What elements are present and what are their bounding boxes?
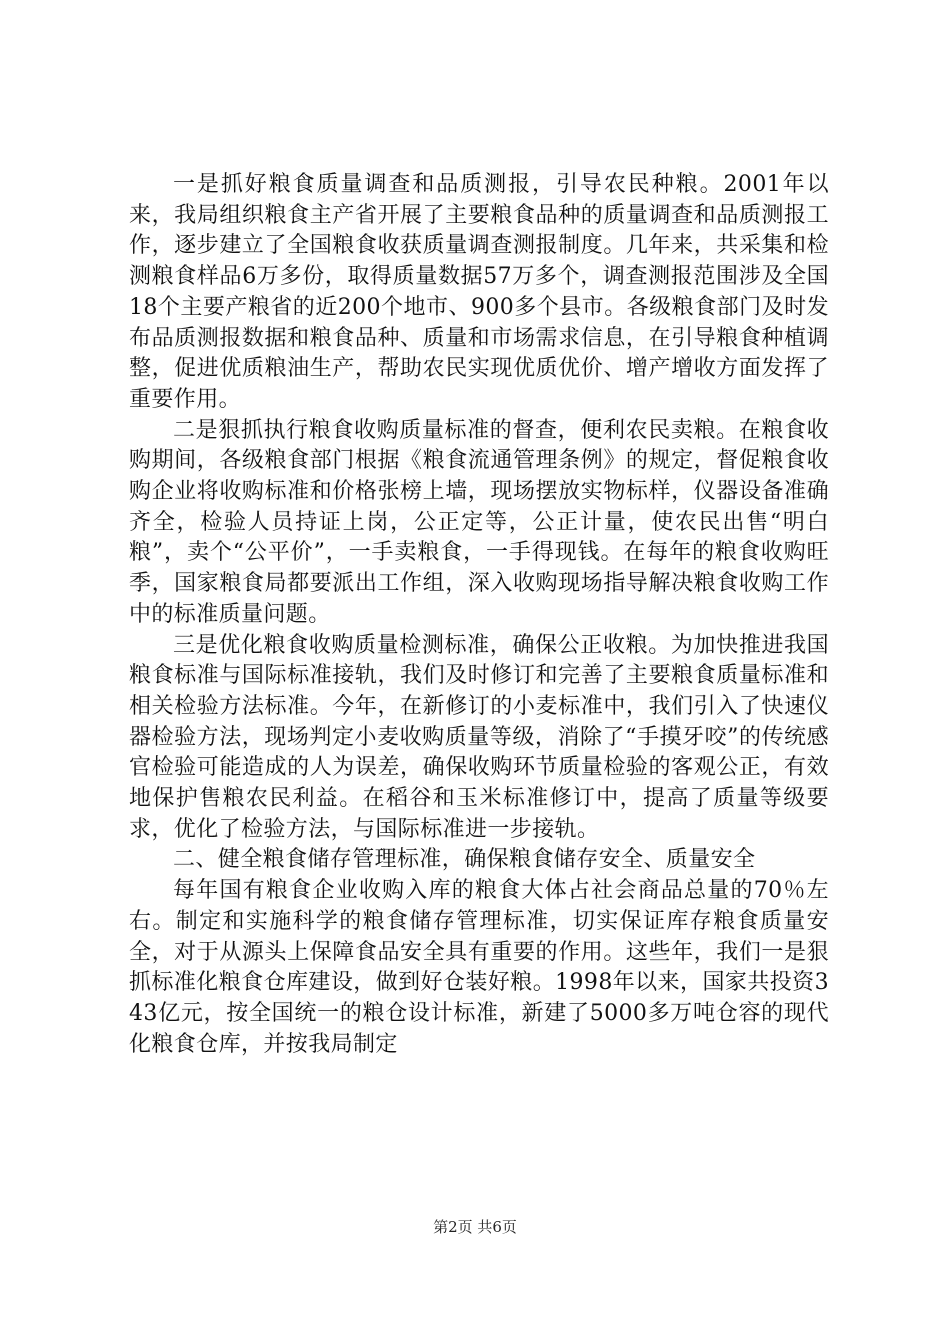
paragraph-grain-quality-survey: 一是抓好粮食质量调查和品质测报，引导农民种粮。2001年以来，我局组织粮食主产省开展了主要粮食品种的质量调查和品质测报工作，逐步建立了全国粮食收获质量调查测报制度。几年来，共采集和检测粮食样品6万多份，取得质量数据57万多个，调查测报范围涉及全国18个主要产粮省的近200个地市、900多个县市。各级粮食部门及时发布品质测报数据和粮食品种、质量和市场需求信息，在引导粮食种植调整，促进优质粮油生产，帮助农民实现优质优价、增产增收方面发挥了重要作用。 <box>129 172 829 412</box>
section-heading-storage-standards: 二、健全粮食储存管理标准，确保粮食储存安全、质量安全 <box>173 847 756 873</box>
page-number-footer: 第2页 共6页 <box>433 1218 517 1236</box>
paragraph-purchase-standard-supervision: 二是狠抓执行粮食收购质量标准的督查，便利农民卖粮。在粮食收购期间，各级粮食部门根据《粮食流通管理条例》的规定，督促粮食收购企业将收购标准和价格张榜上墙，现场摆放实物标样，仪器设备准确齐全，检验人员持证上岗，公正定等，公正计量，使农民出售“明白粮”，卖个“公平价”，一手卖粮食，一手得现钱。在每年的粮食收购旺季，国家粮食局都要派出工作组，深入收购现场指导解决粮食收购工作中的标准质量问题。 <box>129 417 829 627</box>
paragraph-optimize-testing-standards: 三是优化粮食收购质量检测标准，确保公正收粮。为加快推进我国粮食标准与国际标准接轨，我们及时修订和完善了主要粮食质量标准和相关检验方法标准。今年，在新修订的小麦标准中，我们引入了快速仪器检验方法，现场判定小麦收购质量等级，消除了“手摸牙咬”的传统感官检验可能造成的人为误差，确保收购环节质量检验的客观公正，有效地保护售粮农民利益。在稻谷和玉米标准修订中，提高了质量等级要求，优化了检验方法，与国际标准进一步接轨。 <box>129 632 829 842</box>
paragraph-storage-management: 每年国有粮食企业收购入库的粮食大体占社会商品总量的70％左右。制定和实施科学的粮食储存管理标准，切实保证库存粮食质量安全，对于从源头上保障食品安全具有重要的作用。这些年，我们一是狠抓标准化粮食仓库建设，做到好仓装好粮。1998年以来，国家共投资343亿元，按全国统一的粮仓设计标准，新建了5000多万吨仓容的现代化粮食仓库，并按我局制定 <box>129 878 829 1057</box>
document-body <box>129 170 829 1060</box>
